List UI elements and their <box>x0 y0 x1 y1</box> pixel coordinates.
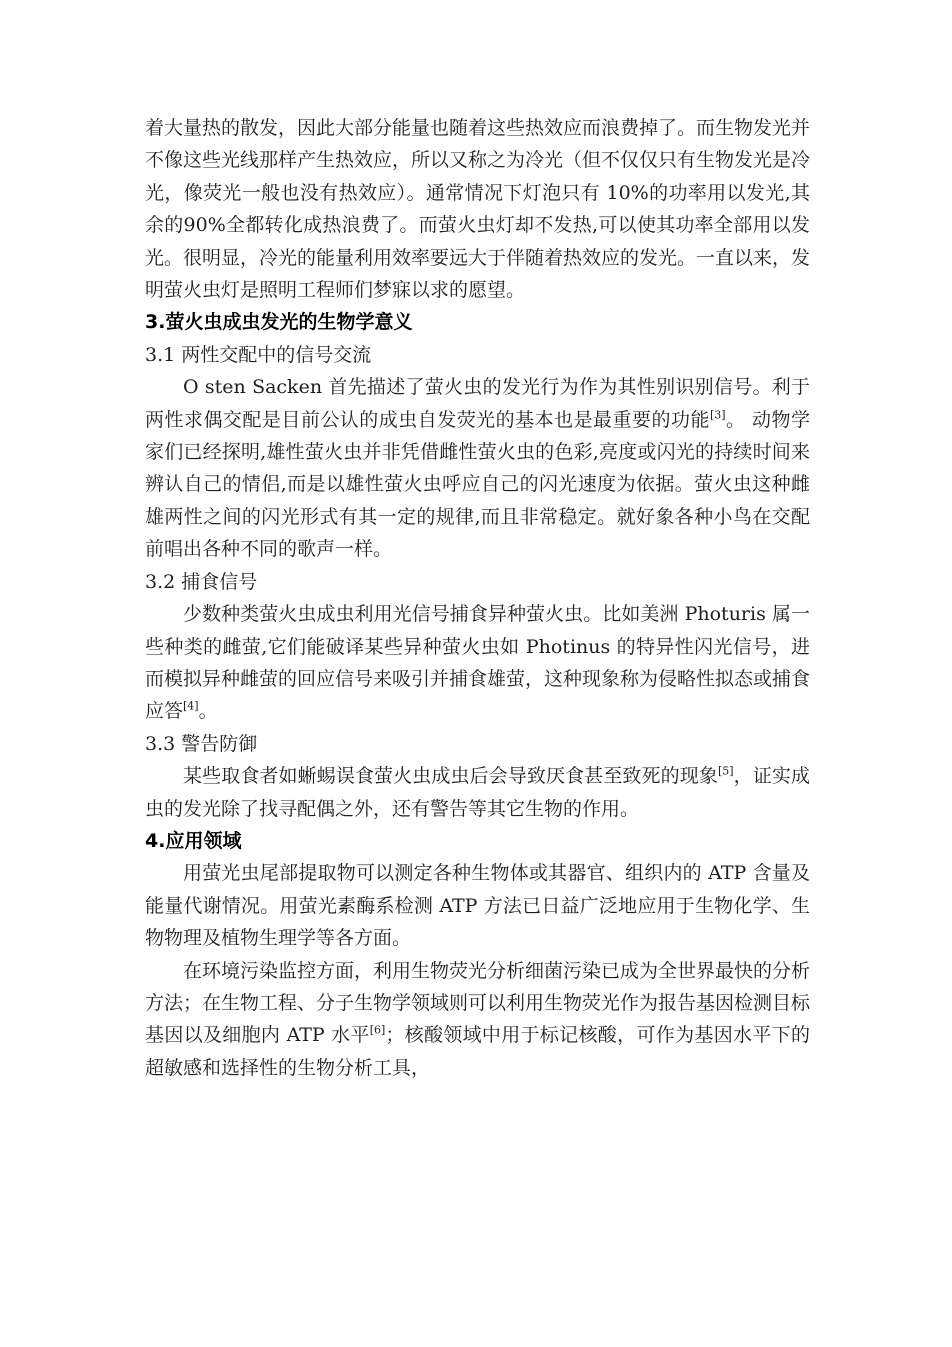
document-page <box>145 112 810 1084</box>
paragraph-3-2-text-a: 少数种类萤火虫成虫利用光信号捕食异种萤火虫。比如美洲 Photuris 属一些种类的雌萤,它们能破译某些异种萤火虫如 Photinus 的特异性闪光信号，进而模拟异种雌萤的回应信号来吸引并捕食雄萤，这种现象称为侵略性拟态或捕食应答 <box>145 603 811 723</box>
paragraph-3-3-text-a: 某些取食者如蜥蜴误食萤火虫成虫后会导致厌食甚至致死的现象 <box>183 765 718 788</box>
paragraph-3-1 <box>145 371 810 565</box>
section-heading-3: 3.萤火虫成虫发光的生物学意义 <box>145 311 413 334</box>
paragraph-3-3 <box>145 760 810 825</box>
paragraph-4-a: 用萤光虫尾部提取物可以测定各种生物体或其器官、组织内的 ATP 含量及能量代谢情况。用萤光素酶系检测 ATP 方法已日益广泛地应用于生物化学、生物物理及植物生理学等各方面。 <box>145 862 810 950</box>
paragraph-3-2 <box>145 598 810 728</box>
paragraph-4-b <box>145 955 810 1085</box>
section-heading-4: 4.应用领域 <box>145 829 242 852</box>
citation-4: [4] <box>183 699 199 713</box>
paragraph-3-1-text-b: 。 动物学家们已经探明,雄性萤火虫并非凭借雌性萤火虫的色彩,亮度或闪光的持续时间来辨认自己的情侣,而是以雄性萤火虫呼应自己的闪光速度为依据。萤火虫这种雌雄两性之间的闪光形式有其一定的规律,而且非常稳定。就好象各种小鸟在交配前唱出各种不同的歌声一样。 <box>145 408 810 561</box>
paragraph-3-1-text-a: O sten Sacken 首先描述了萤火虫的发光行为作为其性别识别信号。利于两性求偶交配是目前公认的成虫自发荧光的基本也是最重要的功能 <box>145 376 810 431</box>
subsection-heading-3-3: 3.3 警告防御 <box>145 732 258 755</box>
citation-5: [5] <box>717 764 734 778</box>
paragraph-3-2-text-b: 。 <box>198 700 218 723</box>
citation-3: [3] <box>709 408 726 422</box>
paragraph-3-3-text-b: ，证实成虫的发光除了找寻配偶之外，还有警告等其它生物的作用。 <box>145 765 810 820</box>
subsection-heading-3-2: 3.2 捕食信号 <box>145 570 258 593</box>
citation-6: [6] <box>369 1024 386 1038</box>
paragraph-4-b-text-b: ；核酸领域中用于标记核酸，可作为基因水平下的超敏感和选择性的生物分析工具， <box>145 1024 810 1079</box>
paragraph-4-b-text-a: 在环境污染监控方面，利用生物荧光分析细菌污染已成为全世界最快的分析方法；在生物工程、分子生物学领域则可以利用生物荧光作为报告基因检测目标基因以及细胞内 ATP 水平 <box>145 959 811 1047</box>
paragraph-intro: 着大量热的散发，因此大部分能量也随着这些热效应而浪费掉了。而生物发光并不像这些光线那样产生热效应，所以又称之为冷光（但不仅仅只有生物发光是冷光，像荧光一般也没有热效应）。通常情况下灯泡只有 10%的功率用以发光,其余的90%全都转化成热浪费了。而萤火虫灯却不发热,可以使其功率全部用以发光。很明显，冷光的能量利用效率要远大于伴随着热效应的发光。一直以来，发明萤火虫灯是照明工程师们梦寐以求的愿望。 <box>145 117 811 302</box>
subsection-heading-3-1: 3.1 两性交配中的信号交流 <box>145 343 372 366</box>
